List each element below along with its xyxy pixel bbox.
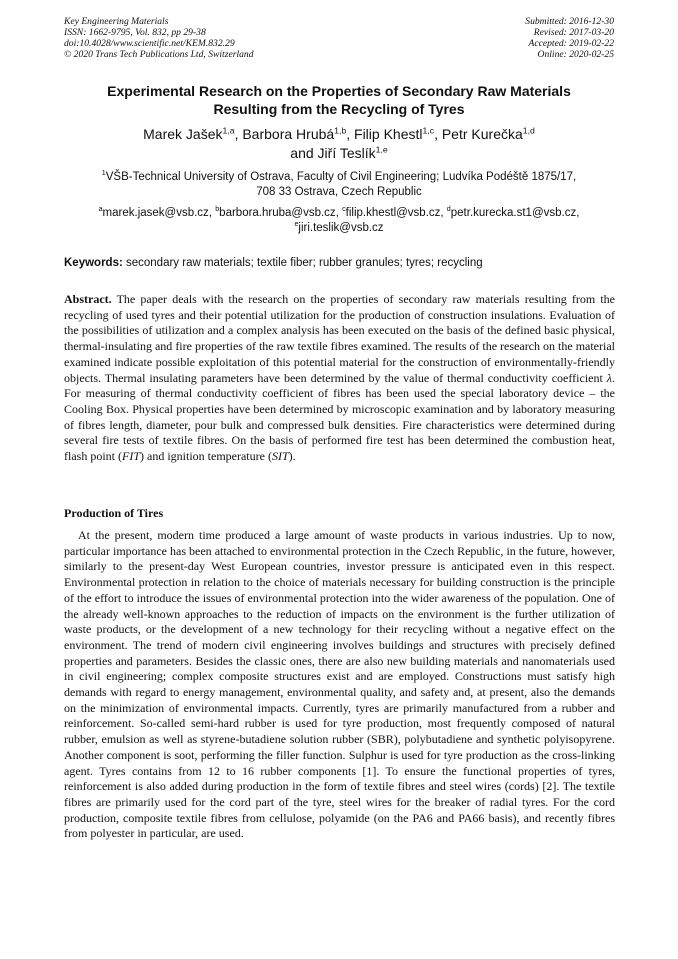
date-online: Online: 2020-02-25 xyxy=(537,49,614,60)
author-name: Filip Khestl xyxy=(354,126,423,142)
author-separator: , xyxy=(234,126,243,142)
title-line-1: Experimental Research on the Properties of Secondary Raw Materials xyxy=(107,83,571,99)
abstract-sit: SIT xyxy=(271,449,289,464)
email-address: filip.khestl@vsb.cz xyxy=(345,207,441,219)
author-affiliation-mark: 1,d xyxy=(522,125,535,136)
email-line-2 xyxy=(60,221,618,236)
author-line-2 xyxy=(60,144,618,163)
affiliation-text: VŠB-Technical University of Ostrava, Faculty of Civil Engineering; Ludvíka Podéště 1875/17, xyxy=(105,171,577,183)
email-line-1: $^a$marek.jasek@vsb.cz, $^b$barbora.hruba@vsb.cz, $^c$filip.khestl@vsb.cz, $^d$petr.kurecka.st1@vsb.cz, xyxy=(98,205,580,219)
section-heading: Production of Tires xyxy=(64,506,164,520)
email-address: petr.kurecka.st1@vsb.cz xyxy=(450,207,577,219)
author-list xyxy=(60,125,618,163)
keywords xyxy=(64,256,616,271)
abstract-fit: FIT xyxy=(122,449,140,464)
email-mark: e xyxy=(294,220,299,229)
section-paragraph: At the present, modern time produced a large amount of waste products in various industries. Up to now, particular importance has been attached to environmental protection in the Czech Republic, in the future, however, similarly to the present-day West European countries, investor pressure is anticipated even in this respect. Environmental protection in relation to the choice of materials necessary for building construction is the principle of the effort to introduce the issues of environmental protection into the wider awareness of the population. One of the already well-known approaches to the reduction of impacts on the environment is the further utilization of waste products, or the development of a new technology for their recycling without a negative effect on the environment. The trend of modern civil engineering involves buildings and structures with precisely defined properties and parameters. Besides the classic ones, there are also new building materials and nanomaterials used in civil engineering; complex composite structures exist and are employed. Constructions must satisfy high demands with regard to energy management, environmental quality, and safety and, at present, also the demands on the minimization of environmental impacts. Currently, tyres are primarily manufactured from a rubber and reinforcement. So-called semi-hard rubber is used for tyre production, most frequently composed of natural rubber, emulsion as well as styrene-butadiene solution rubber (SBR), polybutadiene and synthetic polyisopyrene. Another component is soot, performing the filler function. Sulphur is used for tyre production as the cross-linking agent. Tyres contains from 12 to 16 rubber components [1]. To ensure the functional properties of tyres, reinforcement is also added during production in the form of textile fibres and steel wires (cords) [2]. The textile fibres are primarily used for the cord part of the tyre, steel wires for the breaker of radial tyres. For the cord production, composite textile fibres from cellulose, polyamide (on the PA6 and PA66 basis), and recently fibres from polyester in particular, are used. xyxy=(64,528,615,841)
abstract-lambda: λ xyxy=(606,370,612,385)
paper-title xyxy=(60,82,618,118)
author-name: and Jiří Teslík xyxy=(290,145,376,161)
submission-dates xyxy=(414,16,614,60)
date-accepted: Accepted: 2019-02-22 xyxy=(528,38,614,49)
affiliation-line-1 xyxy=(60,170,618,185)
abstract xyxy=(64,292,615,465)
author-separator: , xyxy=(346,126,355,142)
email-address: jiri.teslik@vsb.cz xyxy=(298,222,384,234)
journal-issn: ISSN: 1662-9795, Vol. 832, pp 29-38 xyxy=(64,27,206,38)
author-name: Petr Kurečka xyxy=(441,126,523,142)
email-address: barbora.hruba@vsb.cz xyxy=(219,207,336,219)
email-mark: c xyxy=(342,205,346,214)
author-name: Barbora Hrubá xyxy=(242,126,335,142)
author-affiliation-mark: 1,b xyxy=(334,125,347,136)
journal-doi: doi:10.4028/www.scientific.net/KEM.832.29 xyxy=(64,38,235,49)
abstract-text: . For measuring of thermal conductivity coefficient of fibres has been used the special laboratory device – the Cooling Box. Physical properties have been determined by microscopic examination and by laboratory measuring of fibres length, diameter, pour bulk and compressed bulk densities. Fire characteristics were determined during several fire tests of textile fibres. On the basis of performed fire test has been determined the combustion heat, flash point ( xyxy=(64,370,615,464)
affiliation xyxy=(60,170,618,200)
abstract-label: Abstract. xyxy=(64,292,112,306)
journal-info xyxy=(64,16,364,60)
affiliation-line-2: 708 33 Ostrava, Czech Republic xyxy=(256,186,422,198)
journal-name: Key Engineering Materials xyxy=(64,16,169,27)
affiliation-mark: 1 xyxy=(101,169,106,178)
author-affiliation-mark: 1,c xyxy=(422,125,435,136)
abstract-text: The paper deals with the research on the properties of secondary raw materials resulting from the recycling of used tyres and their potential utilization for the production of construction insulations. Evaluation of the possibilities of utilization and a complex analysis has been executed on the basis of the defined basic physical, thermal-insulating and fire properties of the raw textile fibres examined. The results of the research on the material examined indicate possible exploitation of this potential material for the construction of environmentally-friendly objects. Thermal insulating parameters have been determined by the value of thermal conductivity coefficient xyxy=(64,292,615,385)
author-line-1 xyxy=(60,125,618,144)
keywords-text: secondary raw materials; textile fiber; rubber granules; tyres; recycling xyxy=(126,257,483,269)
journal-copyright: © 2020 Trans Tech Publications Ltd, Switzerland xyxy=(64,49,254,60)
email-mark: d xyxy=(446,205,451,214)
abstract-text: ) and ignition temperature ( xyxy=(140,449,272,464)
keywords-label: Keywords: xyxy=(64,257,123,269)
abstract-text: ). xyxy=(288,449,296,464)
date-submitted: Submitted: 2016-12-30 xyxy=(525,16,614,27)
author-name: Marek Jašek xyxy=(143,126,223,142)
author-affiliation-mark: 1,a xyxy=(222,125,235,136)
author-separator: , xyxy=(434,126,442,142)
email-address: marek.jasek@vsb.cz xyxy=(102,207,209,219)
author-affiliation-mark: 1,e xyxy=(375,144,388,155)
email-mark: b xyxy=(215,205,220,214)
author-emails xyxy=(60,206,618,236)
title-line-2: Resulting from the Recycling of Tyres xyxy=(213,101,465,117)
date-revised: Revised: 2017-03-20 xyxy=(533,27,614,38)
email-mark: a xyxy=(98,205,103,214)
